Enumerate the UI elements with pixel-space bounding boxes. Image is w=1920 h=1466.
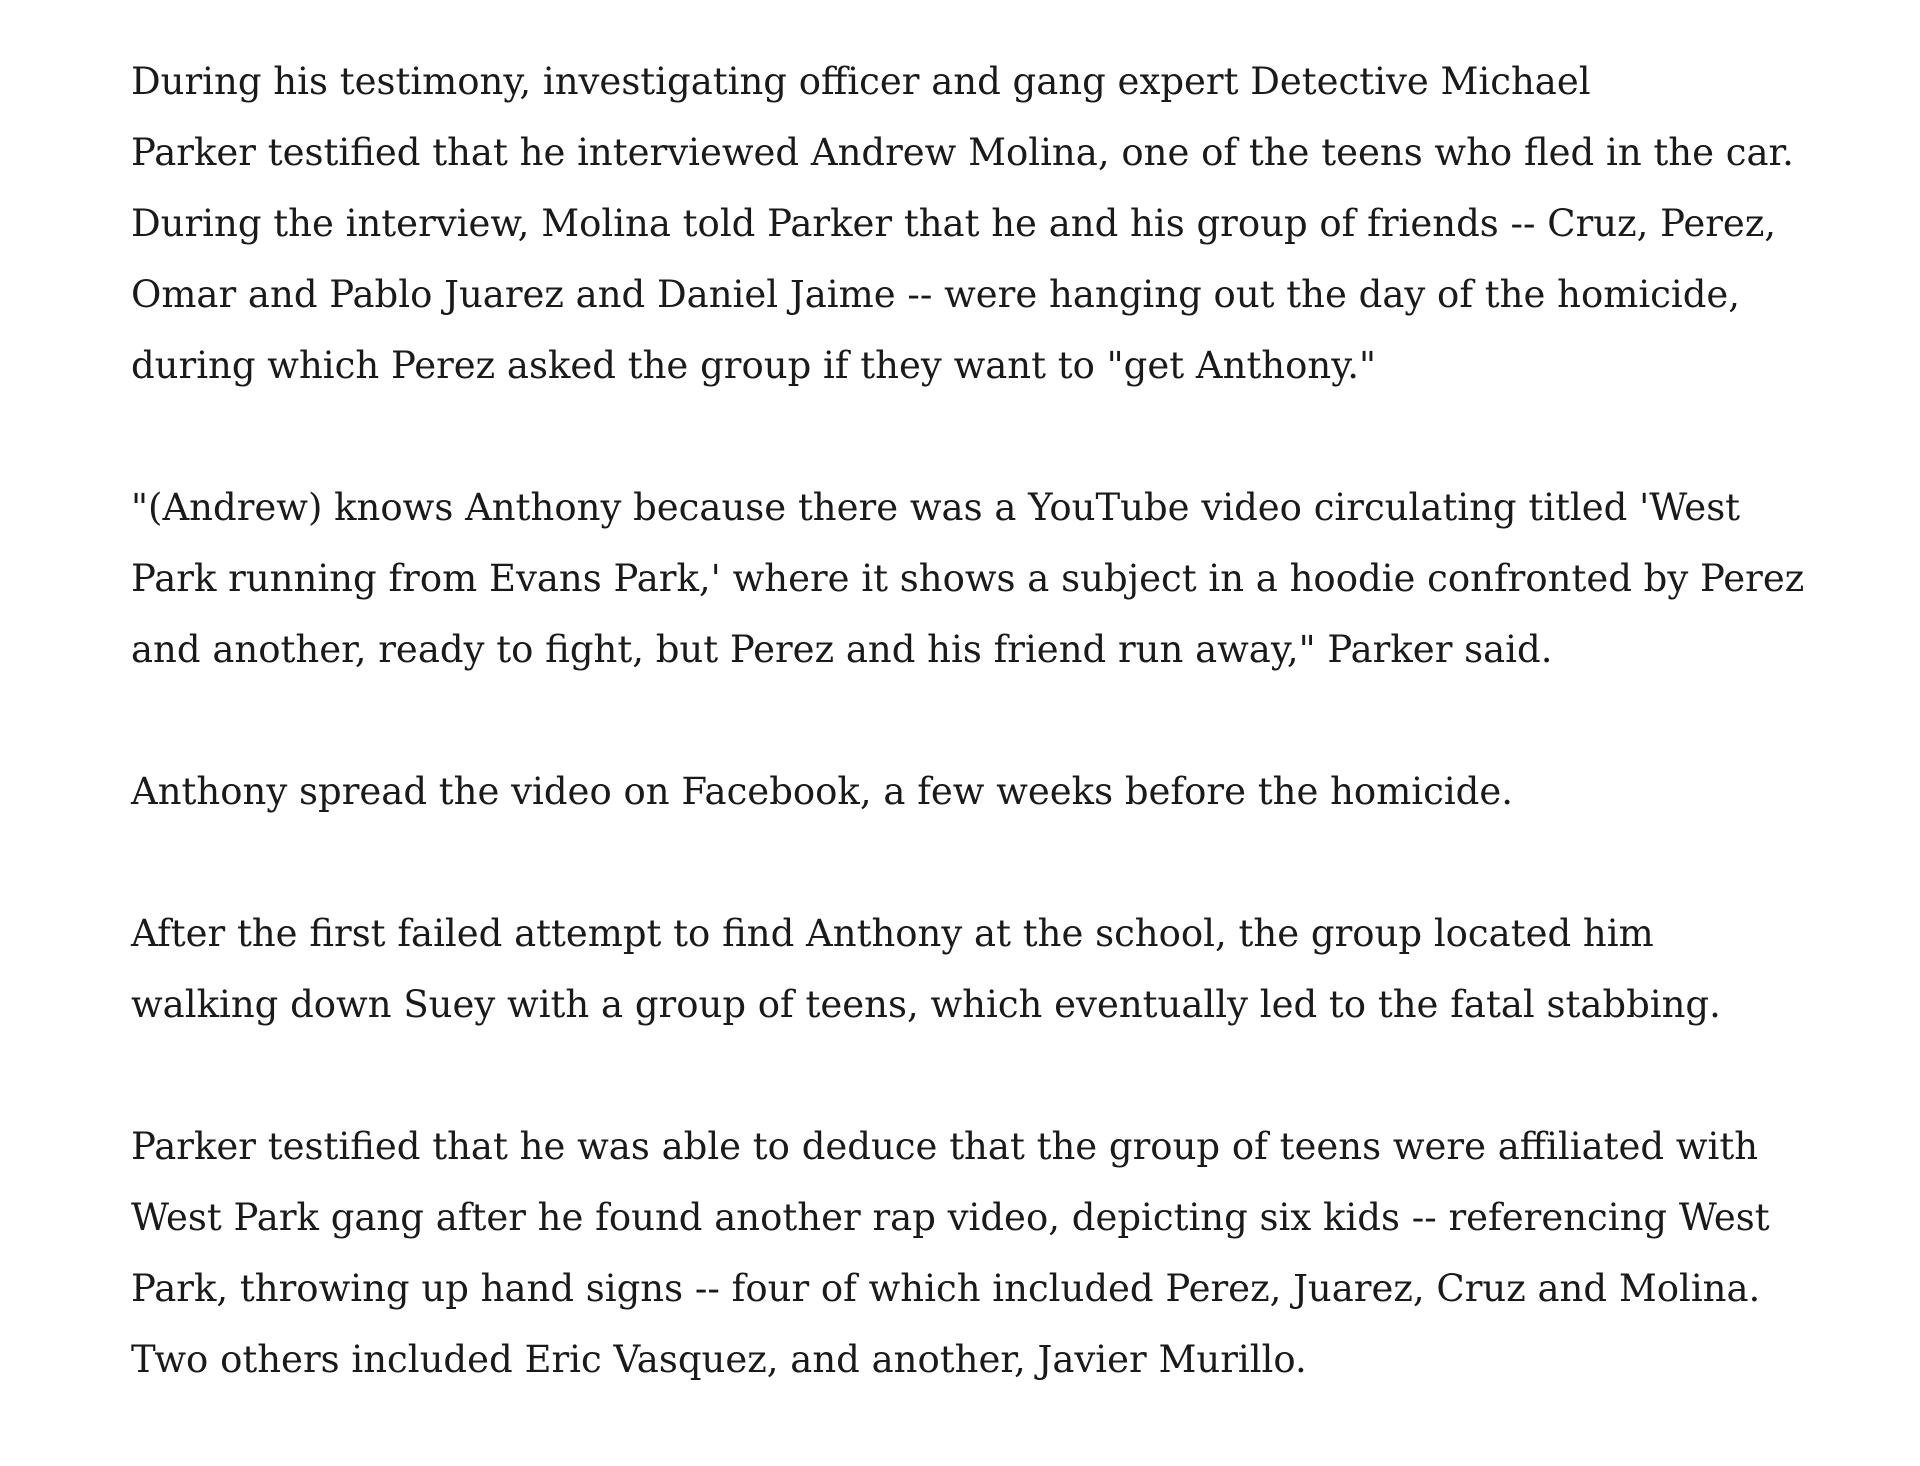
text-line: Parker testified that he interviewed Andrew Molina, one of the teens who fled in the car. [131,131,1794,174]
text-line: Parker testified that he was able to deduce that the group of teens were affiliated with [131,1125,1759,1168]
text-line: Anthony spread the video on Facebook, a few weeks before the homicide. [131,770,1514,813]
paragraph-gang-affiliation [131,1111,1891,1395]
text-line: Park running from Evans Park,' where it shows a subject in a hoodie confronted by Perez [131,557,1805,600]
text-line: Omar and Pablo Juarez and Daniel Jaime -- were hanging out the day of the homicide, [131,273,1741,316]
article-body [131,46,1891,1466]
text-line: during which Perez asked the group if they want to "get Anthony." [131,344,1377,387]
text-line: During the interview, Molina told Parker that he and his group of friends -- Cruz, Perez, [131,202,1777,245]
text-line: Park, throwing up hand signs -- four of which included Perez, Juarez, Cruz and Molina. [131,1267,1761,1310]
paragraph-quote [131,472,1891,685]
text-line: During his testimony, investigating officer and gang expert Detective Michael [131,60,1591,103]
paragraph-facebook [131,756,1891,827]
paragraph-testimony [131,46,1891,401]
text-line: walking down Suey with a group of teens, which eventually led to the fatal stabbing. [131,983,1721,1026]
text-line: "(Andrew) knows Anthony because there was a YouTube video circulating titled 'West [131,486,1741,529]
text-line: and another, ready to fight, but Perez and his friend run away," Parker said. [131,628,1553,671]
text-line: West Park gang after he found another rap video, depicting six kids -- referencing West [131,1196,1770,1239]
paragraph-attempt [131,898,1891,1040]
text-line: After the first failed attempt to find Anthony at the school, the group located him [131,912,1654,955]
text-line: Two others included Eric Vasquez, and another, Javier Murillo. [131,1338,1307,1381]
